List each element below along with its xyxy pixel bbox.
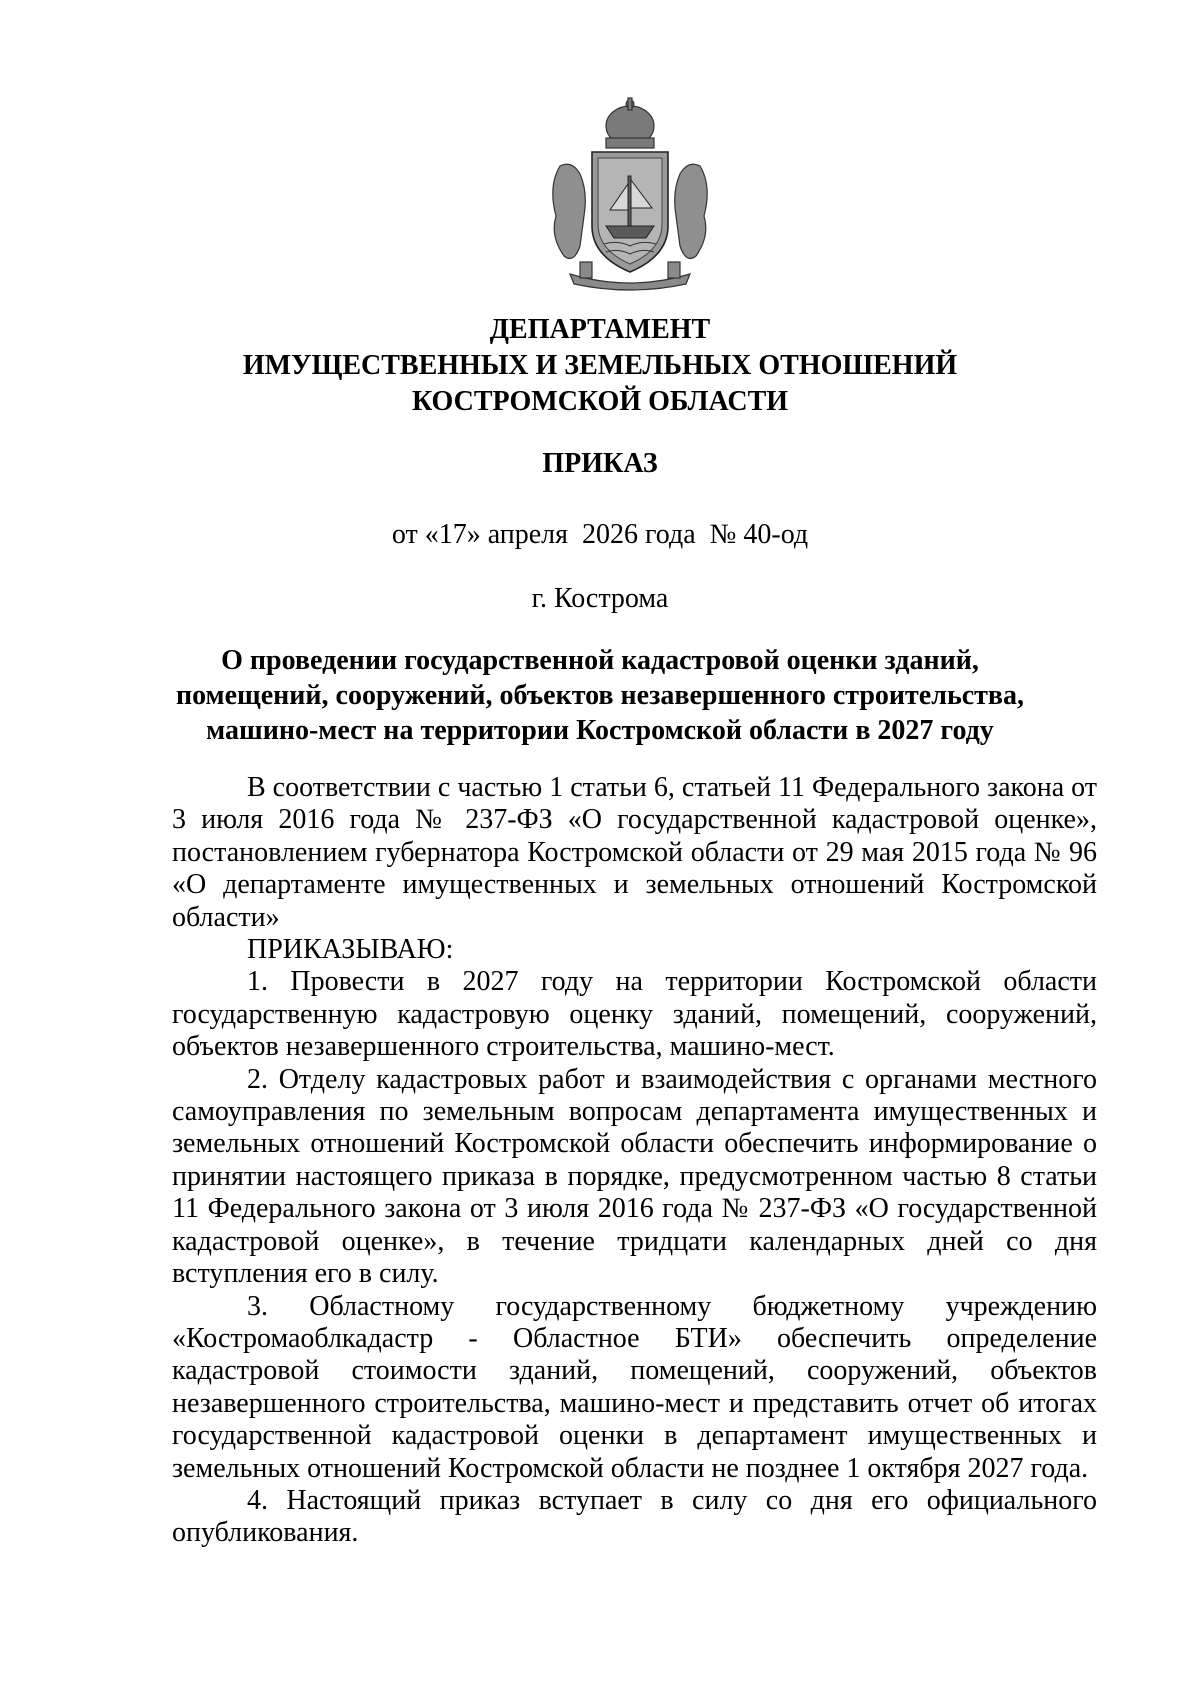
department-line-3: КОСТРОМСКОЙ ОБЛАСТИ <box>411 386 789 417</box>
coat-of-arms-icon <box>540 96 720 296</box>
order-item-2: 2. Отделу кадастровых работ и взаимодействия с органами местного самоуправления по земельным вопросам департамента имущественных и земельных отношений Костромской области обеспечить информирование о принятии настоящего приказа в порядке, предусмотренном частью 8 статьи 11 Федерального закона от 3 июля 2016 года № 237-ФЗ «О государственной кадастровой оценке», в течение тридцати календарных дней со дня вступления его в силу. <box>172 1063 1097 1290</box>
order-subject: О проведении государственной кадастровой оценки зданий, помещений, сооружений, объектов незавершенного строительства, машино-мест на территории Костромской области в 2027 году <box>175 645 1025 746</box>
document-type: ПРИКАЗ <box>542 448 658 479</box>
city: г. Кострома <box>531 583 669 614</box>
order-item-4: 4. Настоящий приказ вступает в силу со дня его официального опубликования. <box>172 1484 1097 1549</box>
department-line-1: ДЕПАРТАМЕНТ <box>489 314 711 345</box>
preamble-paragraph: В соответствии с частью 1 статьи 6, статьей 11 Федерального закона от 3 июля 2016 года № 237-ФЗ «О государственной кадастровой оценке», постановлением губернатора Костромской области от 29 мая 2015 года № 96 «О департаменте имущественных и земельных отношений Костромской области» <box>172 772 1097 933</box>
order-date-number: от «17» апреля 2026 года № 40-од <box>391 519 809 550</box>
order-item-1: 1. Провести в 2027 году на территории Костромской области государственную кадастровую оценку зданий, помещений, сооружений, объектов незавершенного строительства, машино-мест. <box>172 966 1097 1063</box>
order-item-3: 3. Областному государственному бюджетному учреждению «Костромаоблкадастр - Областное БТИ» обеспечить определение кадастровой стоимости зданий, помещений, сооружений, объектов незавершенного строительства, машино-мест и представить отчет об итогах государственной кадастровой оценки в департамент имущественных и земельных отношений Костромской области не позднее 1 октября 2027 года. <box>172 1290 1097 1484</box>
department-name <box>0 312 1200 420</box>
order-body <box>172 772 1097 1550</box>
department-line-2: ИМУЩЕСТВЕННЫХ И ЗЕМЕЛЬНЫХ ОТНОШЕНИЙ <box>242 350 958 381</box>
order-word: ПРИКАЗЫВАЮ: <box>247 934 454 966</box>
